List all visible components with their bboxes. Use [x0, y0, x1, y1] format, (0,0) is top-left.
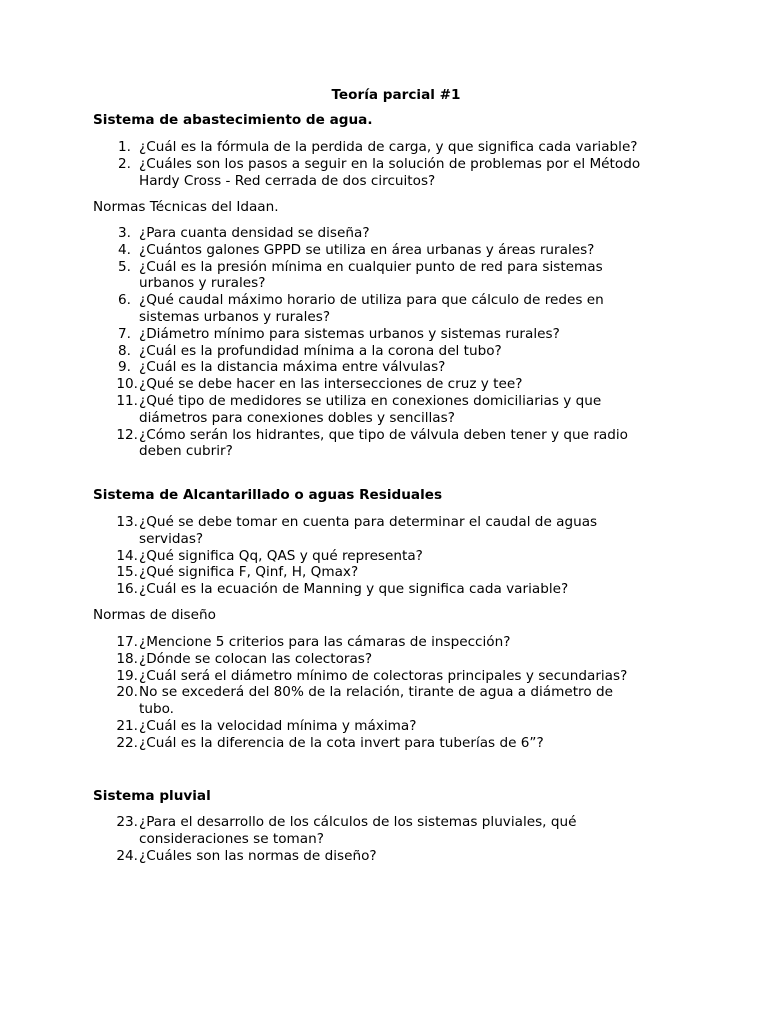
question-item [0, 242, 768, 259]
question-text-continued: consideraciones se toman? [139, 830, 324, 847]
page-title: Teoría parcial #1 [331, 87, 461, 103]
question-item [0, 651, 768, 668]
question-text: ¿Cuál es la diferencia de la cota invert para tuberías de 6”? [139, 734, 544, 751]
question-number: 15. [116, 564, 138, 581]
question-text: ¿Cuál es la ecuación de Manning y que significa cada variable? [139, 581, 569, 598]
question-text: ¿Para cuanta densidad se diseña? [139, 225, 370, 241]
question-item [0, 427, 768, 461]
question-number: 19. [116, 667, 138, 684]
question-text: ¿Cuál es la presión mínima en cualquier punto de red para sistemas [139, 258, 603, 275]
question-item [0, 848, 768, 865]
question-item [0, 735, 768, 752]
question-text-continued: Hardy Cross - Red cerrada de dos circuitos? [139, 172, 436, 189]
question-number: 9. [118, 359, 131, 376]
question-text-continued: urbanos y rurales? [139, 275, 266, 292]
question-text: ¿Cuál es la velocidad mínima y máxima? [139, 717, 417, 734]
question-number: 3. [118, 225, 131, 241]
question-number: 16. [116, 581, 138, 598]
question-item [0, 581, 768, 598]
question-number: 8. [118, 342, 131, 359]
question-item [0, 393, 768, 427]
question-item [0, 718, 768, 735]
question-item [0, 259, 768, 293]
question-text: ¿Qué tipo de medidores se utiliza en conexiones domiciliarias y que [139, 392, 602, 409]
question-number: 22. [116, 734, 138, 751]
question-text-continued: sistemas urbanos y rurales? [139, 308, 331, 325]
question-text-continued: diámetros para conexiones dobles y sencillas? [139, 409, 455, 426]
question-number: 4. [118, 241, 131, 258]
question-text: ¿Qué se debe hacer en las intersecciones de cruz y tee? [139, 376, 523, 393]
question-text: No se excederá del 80% de la relación, tirante de agua a diámetro de [139, 684, 613, 701]
question-number: 1. [118, 139, 131, 155]
question-text-continued: tubo. [139, 701, 174, 718]
question-text: ¿Cuáles son los pasos a seguir en la solución de problemas por el Método [139, 155, 641, 172]
question-item [0, 814, 768, 848]
question-item [0, 359, 768, 376]
question-list-5 [0, 814, 768, 864]
question-number: 6. [118, 292, 131, 309]
section-heading-abastecimiento: Sistema de abastecimiento de agua. [93, 112, 373, 128]
question-text: ¿Qué significa Qq, QAS y qué representa? [139, 547, 423, 564]
question-item [0, 225, 768, 242]
question-number: 5. [118, 258, 131, 275]
question-number: 17. [116, 634, 138, 650]
question-text: ¿Qué se debe tomar en cuenta para determinar el caudal de aguas [139, 514, 598, 530]
question-text: ¿Diámetro mínimo para sistemas urbanos y sistemas rurales? [139, 325, 560, 342]
question-item [0, 326, 768, 343]
question-list-2 [0, 225, 768, 460]
question-item [0, 376, 768, 393]
question-item [0, 292, 768, 326]
question-number: 21. [116, 717, 138, 734]
question-text: ¿Cómo serán los hidrantes, que tipo de válvula deben tener y que radio [139, 426, 628, 443]
question-number: 11. [116, 392, 138, 409]
question-item [0, 156, 768, 190]
question-number: 14. [116, 547, 138, 564]
question-text: ¿Para el desarrollo de los cálculos de los sistemas pluviales, qué [139, 814, 577, 830]
question-text: ¿Mencione 5 criterios para las cámaras de inspección? [139, 634, 511, 650]
question-text: ¿Cuál es la fórmula de la perdida de carga, y que significa cada variable? [139, 139, 638, 155]
question-item [0, 668, 768, 685]
question-item [0, 139, 768, 156]
question-item [0, 684, 768, 718]
question-text: ¿Cuál es la profundidad mínima a la corona del tubo? [139, 342, 502, 359]
question-number: 18. [116, 650, 138, 667]
question-text: ¿Cuál es la distancia máxima entre válvulas? [139, 359, 446, 376]
question-item [0, 548, 768, 565]
question-item [0, 634, 768, 651]
question-text: ¿Cuáles son las normas de diseño? [139, 847, 377, 864]
question-item [0, 514, 768, 548]
section-subheading-normas-diseno: Normas de diseño [93, 607, 216, 623]
question-number: 24. [116, 847, 138, 864]
question-number: 13. [116, 514, 138, 530]
question-text: ¿Qué caudal máximo horario de utiliza para que cálculo de redes en [139, 292, 604, 309]
question-number: 20. [116, 684, 138, 701]
question-text: ¿Cuántos galones GPPD se utiliza en área urbanas y áreas rurales? [139, 241, 595, 258]
question-text-continued: deben cubrir? [139, 443, 233, 460]
section-heading-pluvial: Sistema pluvial [93, 788, 211, 804]
question-number: 7. [118, 325, 131, 342]
question-item [0, 343, 768, 360]
section-heading-alcantarillado: Sistema de Alcantarillado o aguas Residuales [93, 487, 443, 503]
question-number: 10. [116, 376, 138, 393]
section-subheading-idaan: Normas Técnicas del Idaan. [93, 199, 279, 215]
question-list-4 [0, 634, 768, 752]
question-number: 12. [116, 426, 138, 443]
question-item [0, 564, 768, 581]
question-text: ¿Cuál será el diámetro mínimo de colectoras principales y secundarias? [139, 667, 628, 684]
question-text: ¿Dónde se colocan las colectoras? [139, 650, 373, 667]
question-list-3 [0, 514, 768, 598]
question-text: ¿Qué significa F, Qinf, H, Qmax? [139, 564, 359, 581]
question-list-1 [0, 139, 768, 189]
question-text-continued: servidas? [139, 530, 204, 547]
question-number: 2. [118, 155, 131, 172]
question-number: 23. [116, 814, 138, 830]
